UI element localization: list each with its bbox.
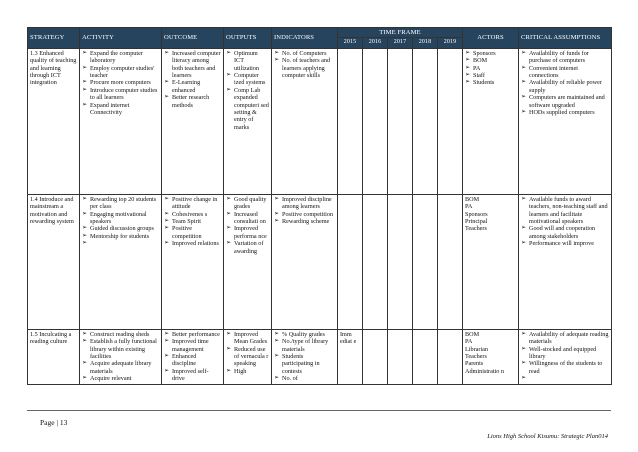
activity-cell	[80, 194, 162, 329]
list-item	[521, 225, 609, 240]
arrow-bullet-icon: ➢	[274, 49, 280, 56]
outcome-cell	[162, 329, 224, 384]
header-indicators: INDICATORS	[272, 28, 338, 49]
indicators-cell	[272, 194, 338, 329]
list-item-text: Reduced use of vernacula r speaking	[234, 345, 269, 368]
list-item	[226, 368, 269, 375]
list-item-text: Sponsors	[465, 210, 488, 218]
list-item-text: Improved relations	[172, 240, 219, 248]
arrow-bullet-icon: ➢	[82, 79, 88, 86]
list-item-text: Computers are maintained and software upgraded	[529, 94, 605, 109]
list-item	[226, 211, 269, 226]
arrow-bullet-icon: ➢	[465, 72, 471, 79]
arrow-bullet-icon: ➢	[164, 225, 170, 232]
list-item-text: Establish a fully functional library within existing facilities	[90, 338, 157, 361]
list-item	[274, 331, 335, 338]
header-actors: ACTORS	[463, 28, 519, 49]
list-item-text: Mentorship for students	[90, 232, 150, 240]
arrow-bullet-icon: ➢	[465, 79, 471, 86]
timeframe-empty-cell	[363, 329, 388, 384]
arrow-bullet-icon: ➢	[274, 210, 280, 217]
arrow-bullet-icon: ➢	[521, 109, 527, 116]
list-item	[465, 196, 516, 203]
arrow-bullet-icon: ➢	[226, 345, 232, 352]
list-item-text: Introduce computer studies to all learners	[90, 86, 158, 102]
timeframe-empty-cell	[438, 329, 463, 384]
list-item	[465, 360, 516, 367]
list-item	[465, 331, 516, 338]
list-item	[164, 353, 221, 368]
outputs-cell	[224, 329, 272, 384]
list-item-text: Guided discussion groups	[90, 225, 154, 233]
list-item	[226, 346, 269, 368]
list-item	[465, 211, 516, 218]
list-item	[274, 338, 335, 353]
timeframe-empty-cell	[413, 329, 438, 384]
arrow-bullet-icon: ➢	[82, 375, 88, 382]
timeframe-cell: Imm ediat e	[338, 329, 363, 384]
list-item-text: Engaging motivational speakers	[90, 210, 147, 226]
list-item	[164, 240, 221, 247]
timeframe-empty-cell	[388, 329, 413, 384]
timeframe-empty-cell	[363, 194, 388, 329]
list-item	[521, 109, 609, 116]
list-item	[226, 50, 269, 72]
actors-cell	[463, 48, 519, 194]
timeframe-cell	[338, 194, 363, 329]
list-item-text: PA	[465, 203, 473, 211]
list-item	[521, 240, 609, 247]
arrow-bullet-icon: ➢	[274, 195, 280, 202]
list-item-text: Acquire relevant	[90, 375, 132, 383]
arrow-bullet-icon: ➢	[164, 79, 170, 86]
header-year: 2017	[388, 38, 413, 48]
activity-cell	[80, 329, 162, 384]
list-item	[164, 79, 221, 94]
list-item-text: No. of	[282, 375, 298, 383]
timeframe-empty-cell	[388, 194, 413, 329]
arrow-bullet-icon: ➢	[274, 57, 280, 64]
list-item-text: Team Spirit	[172, 218, 201, 226]
list-item-text: Available funds to award teachers, non-teaching staff and learners and facilitate motivational speakers	[529, 195, 608, 226]
arrow-bullet-icon: ➢	[226, 367, 232, 374]
arrow-bullet-icon: ➢	[521, 330, 527, 337]
arrow-bullet-icon: ➢	[82, 225, 88, 232]
list-item	[465, 346, 516, 353]
list-item-text: HODs supplied computers	[529, 109, 595, 117]
list-item	[465, 203, 516, 210]
list-item	[82, 211, 159, 226]
list-item-text: Employ computer studies' teacher	[90, 64, 155, 80]
arrow-bullet-icon: ➢	[226, 330, 232, 337]
list-item-text: Procure more computers	[90, 79, 151, 87]
list-item-text: Positive competition	[172, 225, 202, 240]
list-item	[465, 218, 516, 225]
timeframe-empty-cell	[388, 48, 413, 194]
list-item	[82, 50, 159, 65]
list-item	[164, 368, 221, 383]
list-item	[164, 225, 221, 240]
list-item-text: Better performance	[172, 330, 220, 338]
arrow-bullet-icon: ➢	[164, 210, 170, 217]
list-item	[164, 338, 221, 353]
list-item-text: Better research methods	[172, 94, 210, 109]
list-item	[465, 368, 516, 375]
list-item	[226, 196, 269, 211]
outputs-cell	[224, 48, 272, 194]
list-item	[465, 50, 516, 57]
strategic-plan-table	[27, 27, 612, 385]
list-item	[521, 65, 609, 80]
list-item-text: Sponsors	[473, 49, 496, 57]
arrow-bullet-icon: ➢	[521, 375, 527, 382]
list-item-text: Optimum ICT utilization	[234, 49, 260, 72]
list-item	[82, 79, 159, 86]
list-item-text: No. of Computers	[282, 49, 327, 57]
list-item-text: No. of teachers and learners applying computer skills	[282, 57, 331, 80]
header-activity: ACTIVITY	[80, 28, 162, 49]
list-item	[465, 225, 516, 232]
list-item-text: Availability of adequate reading materials	[529, 330, 609, 346]
list-item-text: PA	[473, 64, 481, 72]
list-item	[226, 72, 269, 87]
list-item	[274, 353, 335, 375]
arrow-bullet-icon: ➢	[521, 64, 527, 71]
list-item	[521, 79, 609, 94]
critical-assumptions-cell	[519, 48, 612, 194]
timeframe-empty-cell	[438, 48, 463, 194]
list-item-text: Good will and cooperation among stakeholders	[529, 225, 596, 240]
actors-cell	[463, 194, 519, 329]
timeframe-cell	[338, 48, 363, 194]
list-item-text: High	[234, 367, 247, 375]
arrow-bullet-icon: ➢	[164, 94, 170, 101]
actors-cell	[463, 329, 519, 384]
arrow-bullet-icon: ➢	[274, 330, 280, 337]
list-item	[226, 87, 269, 131]
arrow-bullet-icon: ➢	[274, 353, 280, 360]
list-item	[164, 218, 221, 225]
list-item	[82, 196, 159, 211]
header-year: 2016	[363, 38, 388, 48]
strategy-cell: 1.4 Introduce and mainstream a motivation and rewarding system	[28, 194, 80, 329]
list-item-text: Cohesivenes s	[172, 210, 208, 218]
list-item-text: Positive change in attitude	[172, 195, 218, 211]
list-item	[226, 225, 269, 240]
list-item	[164, 50, 221, 80]
arrow-bullet-icon: ➢	[164, 218, 170, 225]
arrow-bullet-icon: ➢	[521, 94, 527, 101]
arrow-bullet-icon: ➢	[164, 353, 170, 360]
list-item-text: Teachers	[465, 353, 487, 361]
arrow-bullet-icon: ➢	[164, 338, 170, 345]
list-item	[226, 240, 269, 255]
list-item	[521, 50, 609, 65]
list-item	[465, 79, 516, 86]
header-year: 2015	[338, 38, 363, 48]
arrow-bullet-icon: ➢	[465, 57, 471, 64]
list-item	[274, 211, 335, 218]
header-year: 2019	[438, 38, 463, 48]
list-item-text: Expand internet Connectivity	[90, 101, 130, 117]
header-year: 2018	[413, 38, 438, 48]
list-item-text: Increased computer literacy among both teachers and learners	[172, 49, 221, 80]
list-item	[226, 331, 269, 346]
list-item	[465, 57, 516, 64]
outputs-cell	[224, 194, 272, 329]
arrow-bullet-icon: ➢	[226, 195, 232, 202]
outcome-cell	[162, 194, 224, 329]
list-item-text: BOM	[465, 330, 480, 338]
list-item	[274, 57, 335, 79]
list-item-text: Teachers	[465, 225, 487, 233]
arrow-bullet-icon: ➢	[465, 64, 471, 71]
list-item	[82, 375, 159, 382]
arrow-bullet-icon: ➢	[521, 49, 527, 56]
arrow-bullet-icon: ➢	[226, 72, 232, 79]
list-item	[521, 346, 609, 361]
arrow-bullet-icon: ➢	[274, 338, 280, 345]
arrow-bullet-icon: ➢	[164, 240, 170, 247]
list-item	[465, 65, 516, 72]
list-item-text: Rewarding scheme	[282, 218, 330, 226]
list-item-text: Computer ized systems	[234, 72, 266, 87]
list-item-text: Improved time management	[172, 338, 209, 353]
arrow-bullet-icon: ➢	[521, 79, 527, 86]
indicators-cell	[272, 329, 338, 384]
arrow-bullet-icon: ➢	[226, 240, 232, 247]
list-item-text: Willingness of the students to read	[529, 360, 603, 375]
arrow-bullet-icon: ➢	[226, 86, 232, 93]
list-item-text: % Quality grades	[282, 330, 325, 338]
list-item-text: Variation of awarding	[234, 240, 264, 255]
arrow-bullet-icon: ➢	[82, 101, 88, 108]
arrow-bullet-icon: ➢	[82, 338, 88, 345]
list-item-text: Comp Lab expanded computeri sed setting & entry of marks	[234, 86, 269, 131]
arrow-bullet-icon: ➢	[164, 49, 170, 56]
list-item-text: Staff	[473, 72, 485, 80]
list-item-text: Convenient internet connections	[529, 64, 578, 80]
list-item-text: BOM	[465, 195, 480, 203]
list-item	[274, 375, 335, 382]
arrow-bullet-icon: ➢	[226, 49, 232, 56]
list-item	[164, 196, 221, 211]
list-item	[82, 65, 159, 80]
list-item	[521, 331, 609, 346]
arrow-bullet-icon: ➢	[465, 49, 471, 56]
arrow-bullet-icon: ➢	[164, 367, 170, 374]
list-item	[465, 338, 516, 345]
list-item	[465, 353, 516, 360]
list-item-text: Improved self-drive	[172, 367, 209, 383]
list-item	[82, 331, 159, 338]
list-item-text: Good quality grades	[234, 195, 267, 211]
list-item	[521, 360, 609, 375]
document-footer-title: Lions High School Kisumu: Strategic Plan014	[487, 433, 608, 440]
list-item-text: Administratio n	[465, 367, 505, 375]
arrow-bullet-icon: ➢	[274, 375, 280, 382]
arrow-bullet-icon: ➢	[274, 218, 280, 225]
arrow-bullet-icon: ➢	[521, 225, 527, 232]
arrow-bullet-icon: ➢	[82, 232, 88, 239]
list-item-text: Improved discipline among learners	[282, 195, 332, 211]
arrow-bullet-icon: ➢	[82, 330, 88, 337]
list-item	[164, 211, 221, 218]
arrow-bullet-icon: ➢	[521, 240, 527, 247]
list-item-text: Expand the computer laboratory	[90, 49, 143, 65]
arrow-bullet-icon: ➢	[82, 360, 88, 367]
list-item-text: Principal	[465, 218, 488, 226]
table-row	[28, 329, 612, 384]
arrow-bullet-icon: ➢	[521, 195, 527, 202]
list-item-text: Well-stocked and equipped library	[529, 345, 597, 361]
arrow-bullet-icon: ➢	[164, 330, 170, 337]
strategy-cell: 1.3 Enhanced quality of teaching and learning through ICT integration	[28, 48, 80, 194]
list-item	[274, 50, 335, 57]
arrow-bullet-icon: ➢	[226, 225, 232, 232]
list-item-text: No./type of library materials	[282, 338, 329, 353]
page-number: Page | 13	[40, 418, 68, 427]
list-item	[164, 94, 221, 109]
list-item-text: Improved performa nce	[234, 225, 267, 240]
list-item	[82, 338, 159, 360]
list-item-text: Positive competition	[282, 210, 334, 218]
list-item-text: E-Learning enhanced	[172, 79, 201, 94]
table-row	[28, 194, 612, 329]
arrow-bullet-icon: ➢	[82, 240, 88, 247]
header-time-frame: TIME FRAME	[338, 28, 463, 38]
arrow-bullet-icon: ➢	[164, 195, 170, 202]
activity-cell	[80, 48, 162, 194]
list-item	[82, 233, 159, 240]
critical-assumptions-cell	[519, 329, 612, 384]
timeframe-empty-cell	[413, 48, 438, 194]
arrow-bullet-icon: ➢	[82, 86, 88, 93]
list-item	[465, 72, 516, 79]
list-item-text: Availability of funds for purchase of computers	[529, 49, 589, 65]
timeframe-empty-cell	[438, 194, 463, 329]
timeframe-empty-cell	[363, 48, 388, 194]
list-item-text: Increased consultati on	[234, 210, 266, 226]
list-item	[82, 102, 159, 117]
arrow-bullet-icon: ➢	[521, 345, 527, 352]
header-critical-assumptions: CRITICAL ASSUMPTIONS	[519, 28, 612, 49]
list-item-text: Acquire adequate library materials	[90, 360, 152, 375]
list-item-text: PA	[465, 338, 473, 346]
timeframe-empty-cell	[413, 194, 438, 329]
footer-divider	[27, 410, 611, 411]
list-item	[521, 196, 609, 226]
list-item	[274, 196, 335, 211]
list-item-text: Performance will improve	[529, 240, 594, 248]
list-item	[82, 225, 159, 232]
list-item-text: Students	[473, 79, 495, 87]
list-item-text: Construct reading sheds	[90, 330, 150, 338]
outcome-cell	[162, 48, 224, 194]
arrow-bullet-icon: ➢	[82, 49, 88, 56]
header-strategy: STRATEGY	[28, 28, 80, 49]
arrow-bullet-icon: ➢	[82, 64, 88, 71]
arrow-bullet-icon: ➢	[521, 360, 527, 367]
list-item-text: Enhanced discipline	[172, 353, 197, 368]
list-item	[274, 218, 335, 225]
list-item	[82, 87, 159, 102]
header-outcome: OUTCOME	[162, 28, 224, 49]
table-row	[28, 48, 612, 194]
list-item-text: Rewarding top 20 students per class	[90, 195, 157, 211]
indicators-cell	[272, 48, 338, 194]
critical-assumptions-cell	[519, 194, 612, 329]
list-item	[521, 94, 609, 109]
list-item	[82, 360, 159, 375]
list-item-text: Parents	[465, 360, 484, 368]
header-outputs: OUTPUTS	[224, 28, 272, 49]
arrow-bullet-icon: ➢	[82, 210, 88, 217]
list-item-text: Librarian	[465, 345, 489, 353]
list-item	[164, 331, 221, 338]
table-body	[28, 48, 612, 384]
list-item-text: Improved Mean Grades	[234, 330, 268, 346]
list-item-text: Availability of reliable power supply	[529, 79, 602, 94]
list-item-text: Students participating in contests	[282, 353, 320, 375]
list-item-text: BOM	[473, 57, 488, 65]
strategy-cell: 1.5 Inculcating a reading culture	[28, 329, 80, 384]
arrow-bullet-icon: ➢	[82, 195, 88, 202]
arrow-bullet-icon: ➢	[226, 210, 232, 217]
